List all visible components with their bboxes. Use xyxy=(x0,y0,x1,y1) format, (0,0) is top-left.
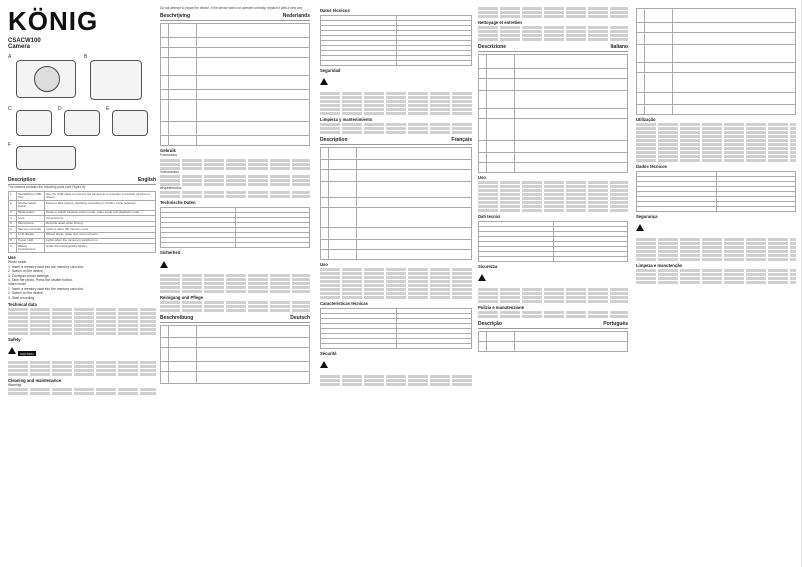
figure-label-c: C xyxy=(8,106,12,112)
technical-data-heading: Dados técnicos xyxy=(636,164,667,169)
warning-label: Warning! xyxy=(8,382,22,387)
video-mode-heading: Videomodus xyxy=(160,169,179,174)
text-line xyxy=(8,388,156,391)
text-line xyxy=(8,373,156,376)
warning-triangle-icon xyxy=(320,361,328,368)
cable-illustration xyxy=(16,146,76,170)
camera-back-illustration xyxy=(90,60,142,100)
use-line: Video mode xyxy=(8,282,27,287)
table-row: 4 Lens Camera lens. xyxy=(9,216,156,222)
column-2 xyxy=(160,6,310,384)
parts-table xyxy=(478,54,628,173)
cleaning-heading: Reinigung und Pflege xyxy=(160,295,204,301)
column-intro: Do not attempt to repair the device. If the device does not operate correctly, replace it with a new one. xyxy=(160,6,304,10)
table-row: 8 Power LED Lights when the camera is switched on. xyxy=(9,238,156,244)
use-line: 1. Insert a memory card into the memory card slot. xyxy=(8,286,84,291)
technical-data-heading: Technische Daten xyxy=(160,200,196,206)
safety-heading: Segurança xyxy=(636,214,658,219)
technical-data-heading: Dati tecnici xyxy=(478,214,501,219)
section-header-description-pt: Descrição Português xyxy=(478,321,628,327)
cleaning-heading: Limpeza e manutenção xyxy=(636,263,683,268)
tech-table xyxy=(636,171,796,212)
use-line: 3. Start recording. xyxy=(8,295,35,300)
use-heading: Uso xyxy=(320,262,328,267)
tech-table xyxy=(320,15,472,66)
figure-label-d: D xyxy=(58,106,62,112)
figure-label-f: F xyxy=(8,142,12,148)
parts-table xyxy=(478,331,628,352)
safety-heading: Sicherheit xyxy=(160,250,181,256)
table-row: 1 Serial/Micro USB Port Use the USB cable to connect the camera to a computer to transfer pictures or videos. xyxy=(9,192,156,201)
parts-table xyxy=(8,191,156,253)
use-heading: Gebruik xyxy=(160,148,176,154)
tech-table xyxy=(478,221,628,262)
safety-heading: Sicurezza xyxy=(478,264,498,269)
warning-triangle-icon xyxy=(478,274,486,281)
text-line xyxy=(8,392,156,395)
table-row: 7 LCD display Shows photo, video and menu screens. xyxy=(9,232,156,238)
text-line xyxy=(8,369,156,372)
section-note: The camera contains the following parts (see Figure A): xyxy=(8,185,87,189)
text-line xyxy=(8,361,156,364)
text-line xyxy=(8,308,156,311)
brand-logo: KÖNIG xyxy=(8,6,99,36)
tech-table xyxy=(320,308,472,349)
photo-mode-heading: Fotomodus xyxy=(160,153,177,158)
cleaning-heading: Pulizia e manutenzione xyxy=(478,305,525,310)
text-line xyxy=(8,365,156,368)
use-line: 3. Configure photo settings. xyxy=(8,273,50,278)
table-row: 5 Microphone Records audio while filming. xyxy=(9,221,156,227)
text-line xyxy=(8,324,156,327)
warning-triangle-icon xyxy=(160,261,168,268)
warning-triangle-icon xyxy=(8,347,16,354)
use-heading: Use xyxy=(8,255,16,261)
text-line xyxy=(8,332,156,335)
section-header-description-nl: Beschrijving Nederlands xyxy=(160,13,310,20)
cleaning-heading: Cleaning and maintenance xyxy=(8,377,62,383)
caution-label: CAUTION xyxy=(20,351,34,356)
parts-table xyxy=(320,147,472,260)
technical-data-heading: Technical data xyxy=(8,301,37,307)
figure-label-a: A xyxy=(8,54,12,60)
figure-label-b: B xyxy=(84,54,88,60)
safety-heading: Seguridad xyxy=(320,68,341,73)
section-header-description-de: Beschreibung Deutsch xyxy=(160,315,310,322)
safety-heading: Sécurité xyxy=(320,351,337,356)
use-line: 4. Take the photo. Press the shutter button. xyxy=(8,277,73,282)
column-1 xyxy=(8,6,156,395)
table-row: 3 Mode button Press to switch between photo mode, video mode and playback mode. xyxy=(9,210,156,216)
section-header-description-fr: Description Français xyxy=(320,137,472,143)
camera-side-illustration xyxy=(16,110,52,136)
use-heading: Uso xyxy=(478,175,486,180)
table-row: 2 Shutter/select button Press to take photos, start/stop recording or confirm menu selection. xyxy=(9,201,156,210)
figure-label-e: E xyxy=(106,106,110,112)
column-5 xyxy=(636,6,796,284)
section-header-description-it: Descrizione Italiano xyxy=(478,44,628,50)
warning-triangle-icon xyxy=(320,78,328,85)
use-line: 1. Insert a memory card into the memory card slot. xyxy=(8,264,84,269)
text-line xyxy=(8,316,156,319)
text-line xyxy=(8,320,156,323)
table-row: 6 Memory card slot Insert a micro SD memory card. xyxy=(9,227,156,233)
use-line: 2. Switch on the device. xyxy=(8,291,44,296)
technical-data-heading: Datos técnicos xyxy=(320,8,350,13)
cleaning-heading: Limpieza y mantenimiento xyxy=(320,117,373,122)
battery-illustration xyxy=(112,110,148,136)
warning-triangle-icon xyxy=(636,224,644,231)
text-line xyxy=(8,328,156,331)
column-4 xyxy=(478,6,628,352)
technical-data-heading: Características técnicas xyxy=(320,301,368,306)
use-heading: Utilização xyxy=(636,117,656,122)
parts-table xyxy=(160,325,310,384)
camera-top-illustration xyxy=(64,110,100,136)
product-title: Camera xyxy=(8,44,31,50)
cleaning-heading: Nettoyage et entretien xyxy=(478,20,522,25)
section-header-description-en: Description English xyxy=(8,177,156,183)
table-row: 9 Battery compartment Holds the rechargeable battery. xyxy=(9,244,156,253)
parts-table xyxy=(636,8,796,115)
product-figure xyxy=(8,54,156,174)
use-line: 2. Switch on the device. xyxy=(8,269,44,274)
safety-heading: Safety xyxy=(8,336,21,342)
camera-lens-illustration xyxy=(34,66,60,92)
column-3 xyxy=(320,6,472,386)
text-line xyxy=(8,312,156,315)
playback-mode-heading: Afspeelmodus xyxy=(160,186,182,191)
model-number: CSACW100 xyxy=(8,38,41,44)
parts-table xyxy=(160,23,310,146)
tech-table xyxy=(160,207,310,248)
use-line: Photo mode xyxy=(8,260,27,265)
